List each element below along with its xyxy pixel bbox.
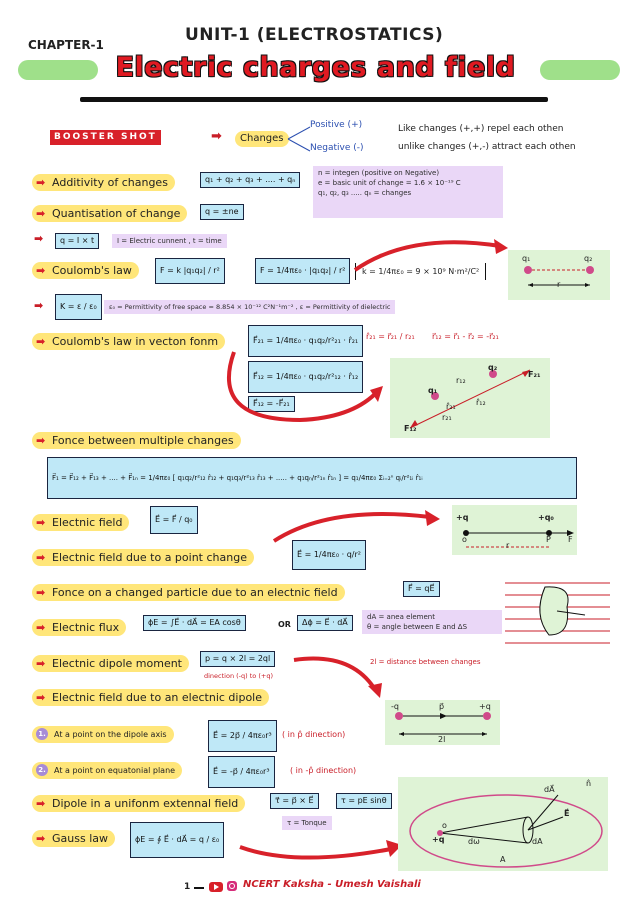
curved-arrow-3 [270, 505, 445, 545]
footer-dash [194, 887, 204, 889]
topic-electric-flux: ➡ Electnic flux [32, 619, 126, 636]
topic-quantisation: ➡ Quantisation of change [32, 205, 187, 222]
field-q: +q [456, 513, 469, 522]
current-note: I = Electric cunnent , t = time [112, 234, 227, 248]
curved-arrow-2 [220, 350, 390, 430]
arrow-right-icon: ➡ [211, 129, 222, 144]
gauss-formula: ϕE = ∮ E⃗ · dA⃗ = q / ε₀ [130, 822, 224, 858]
page-number: 1 [184, 882, 191, 892]
topic-force-on-charge: ➡ Fonce on a changed particle due to an electnic field [32, 584, 345, 601]
topic-dipole-moment: ➡ Electnic dipole moment [32, 655, 189, 672]
dipole-2l: 2l [438, 735, 446, 744]
flux-formula-delta: Δϕ = E⃗ · dA⃗ [297, 615, 353, 631]
title-underline [80, 97, 548, 102]
f21-formula: F⃗₂₁ = 1/4πε₀ · q₁q₂/r²₂₁ · r̂₂₁ [248, 325, 363, 357]
axis-direction: ( in p̂ dinection) [282, 730, 346, 739]
permittivity-note: ε₀ = Permittivity of free space = 8.854 × 10⁻¹² C²N⁻¹m⁻² , ε = Permittivity of dielectric [104, 300, 395, 314]
topic-coulomb-law: ➡ Coulomb's law [32, 262, 139, 279]
gauss-o: o [442, 821, 447, 830]
gauss-q: +q [432, 835, 445, 844]
arrow-right-icon: ➡ [34, 232, 44, 245]
dipole-diagram [385, 700, 500, 745]
rvec-definition: r⃗₁₂ = r⃗₁ - r⃗₂ = -r⃗₂₁ [432, 332, 499, 341]
coulomb-constant: k = 1/4πε₀ = 9 × 10⁹ N·m²/C² [355, 263, 486, 280]
electric-field-formula: E⃗ = F⃗ / q₀ [150, 506, 198, 534]
dipole-note: 2l = distance between changes [370, 658, 481, 666]
dipole-direction: dinection (-q) to (+q) [204, 672, 273, 680]
diagram-r: r [557, 280, 561, 289]
like-charges-text: Like changes (+,+) repel each othen [398, 124, 564, 134]
topic-equatorial-point: 2. At a point on equatonial plane [32, 762, 182, 779]
charges-pill: Changes [235, 131, 289, 147]
unit-title: UNIT-1 (ELECTROSTATICS) [185, 25, 444, 45]
field-r: r [506, 541, 510, 550]
footer-credit: NCERT Kaksha - Umesh Vaishali [243, 879, 421, 890]
vec-q2: q₂ [488, 363, 498, 372]
flux-formula: ϕE = ∫E⃗ · dA⃗ = EA cosθ [143, 615, 246, 631]
multiple-charges-formula: F⃗₁ = F⃗₁₂ + F⃗₁₃ + .... + F⃗₁ₙ = 1/4πε₀ [ q₁q₂/r²₁₂ r̂₁₂ + q₁q₃/r²₁₃ r̂₁₃ + ..... + q₁qₙ/r²₁ₙ r̂₁ₙ ] = q₁/4πε₀ Σᵢ₌₂ⁿ qᵢ/r²₁ᵢ r̂₁ᵢ [47, 457, 577, 499]
curved-arrow-5 [236, 825, 406, 870]
dipole-neg: -q [391, 702, 399, 711]
field-diagram [452, 505, 577, 555]
youtube-icon [209, 882, 223, 892]
vec-rh12: r̂₁₂ [476, 398, 486, 407]
flux-note: dA = anea element θ = angle between E and ΔS [362, 610, 502, 634]
equatorial-direction: ( in -p̂ dinection) [290, 766, 357, 775]
vec-r12: r₁₂ [456, 376, 466, 385]
field-p: P [546, 535, 551, 544]
additivity-formula: q₁ + q₂ + q₃ + .... + qₙ [200, 172, 300, 188]
axis-formula: E⃗ = 2p⃗ / 4πε₀r³ [208, 720, 277, 752]
coulomb-diagram [508, 250, 610, 300]
dipole-p: p⃗ [439, 702, 445, 711]
torque-note: τ = Tonque [282, 816, 332, 830]
torque-formula: τ = pE sinθ [336, 793, 392, 809]
gauss-dw: dω [468, 837, 480, 846]
vec-f12: F₁₂ [404, 424, 417, 433]
torque-vector-formula: τ⃗ = p⃗ × E⃗ [270, 793, 319, 809]
gauss-dav: dA⃗ [544, 785, 555, 794]
equatorial-formula: E⃗ = -p⃗ / 4πε₀r³ [208, 756, 275, 788]
force-equal-opposite: F⃗₁₂ = -F⃗₂₁ [248, 396, 295, 412]
force-formula: F⃗ = qE⃗ [403, 581, 440, 597]
coulomb-formula-k: F = k |q₁q₂| / r² [155, 258, 225, 284]
current-formula: q = I × t [55, 233, 99, 249]
topic-uniform-field: ➡ Dipole in a unifonm extennal field [32, 795, 245, 812]
vec-q1: q₁ [428, 386, 438, 395]
left-pill [18, 60, 98, 80]
curved-arrow-1 [350, 232, 510, 272]
quantisation-formula: q = ±ne [200, 204, 244, 220]
field-f: F [568, 535, 573, 544]
gauss-n: n̂ [586, 779, 592, 788]
coulomb-formula-epsilon: F = 1/4πε₀ · |q₁q₂| / r² [255, 258, 350, 284]
topic-coulomb-vector: ➡ Coulomb's law in vecton fonm [32, 333, 225, 350]
field-q0: +q₀ [538, 513, 554, 522]
chapter-label: CHAPTER-1 [28, 38, 104, 52]
topic-additivity: ➡ Additivity of changes [32, 174, 175, 191]
vec-rh21: r̂₂₁ [446, 402, 456, 411]
page-title: Electric charges and field [115, 52, 516, 83]
gauss-a: A [500, 855, 506, 864]
positive-label: Positive (+) [310, 120, 363, 130]
dipole-pos: +q [479, 702, 491, 711]
diagram-q2: q₂ [584, 254, 593, 263]
topic-axis-point: 1. At a point on the dipole axis [32, 726, 174, 743]
flux-or: OR [278, 620, 291, 629]
vec-f21: F₂₁ [528, 370, 541, 379]
unlike-charges-text: unlike changes (+,-) attract each othen [398, 142, 576, 152]
curved-arrow-4 [290, 652, 390, 702]
topic-multiple-charges: ➡ Fonce between multiple changes [32, 432, 241, 449]
flux-diagram [505, 575, 613, 647]
vector-diagram [390, 358, 550, 438]
gauss-e: E⃗ [564, 809, 570, 818]
booster-badge: BOOSTER SHOT [50, 130, 161, 145]
instagram-icon [227, 881, 237, 891]
point-charge-formula: E⃗ = 1/4πε₀ · q/r² [292, 540, 366, 570]
right-pill [540, 60, 620, 80]
topic-electric-field: ➡ Electnic field [32, 514, 129, 531]
f12-formula: F⃗₁₂ = 1/4πε₀ · q₁q₂/r²₁₂ · r̂₁₂ [248, 361, 363, 393]
field-o: o [462, 535, 467, 544]
quantisation-note: n = integen (positive on Negative) e = basic unit of change = 1.6 × 10⁻¹⁹ C q₁, q₂, q₃ ..... qₙ = changes [313, 166, 503, 218]
dipole-moment-formula: p = q × 2l = 2ql [200, 651, 275, 667]
rhat-definition: r̂₂₁ = r⃗₂₁ / r₂₁ [366, 332, 415, 341]
gauss-diagram [398, 777, 608, 871]
topic-point-charge: ➡ Electnic field due to a point change [32, 549, 254, 566]
gauss-da: dA [532, 837, 543, 846]
vec-r21: r₂₁ [442, 413, 452, 422]
diagram-q1: q₁ [522, 254, 531, 263]
arrow-right-icon: ➡ [34, 299, 44, 312]
negative-label: Negative (-) [310, 143, 364, 153]
permittivity-formula: K = ε / ε₀ [55, 294, 102, 320]
topic-gauss-law: ➡ Gauss law [32, 830, 115, 847]
topic-dipole-field: ➡ Electnic field due to an electnic dipole [32, 689, 269, 706]
